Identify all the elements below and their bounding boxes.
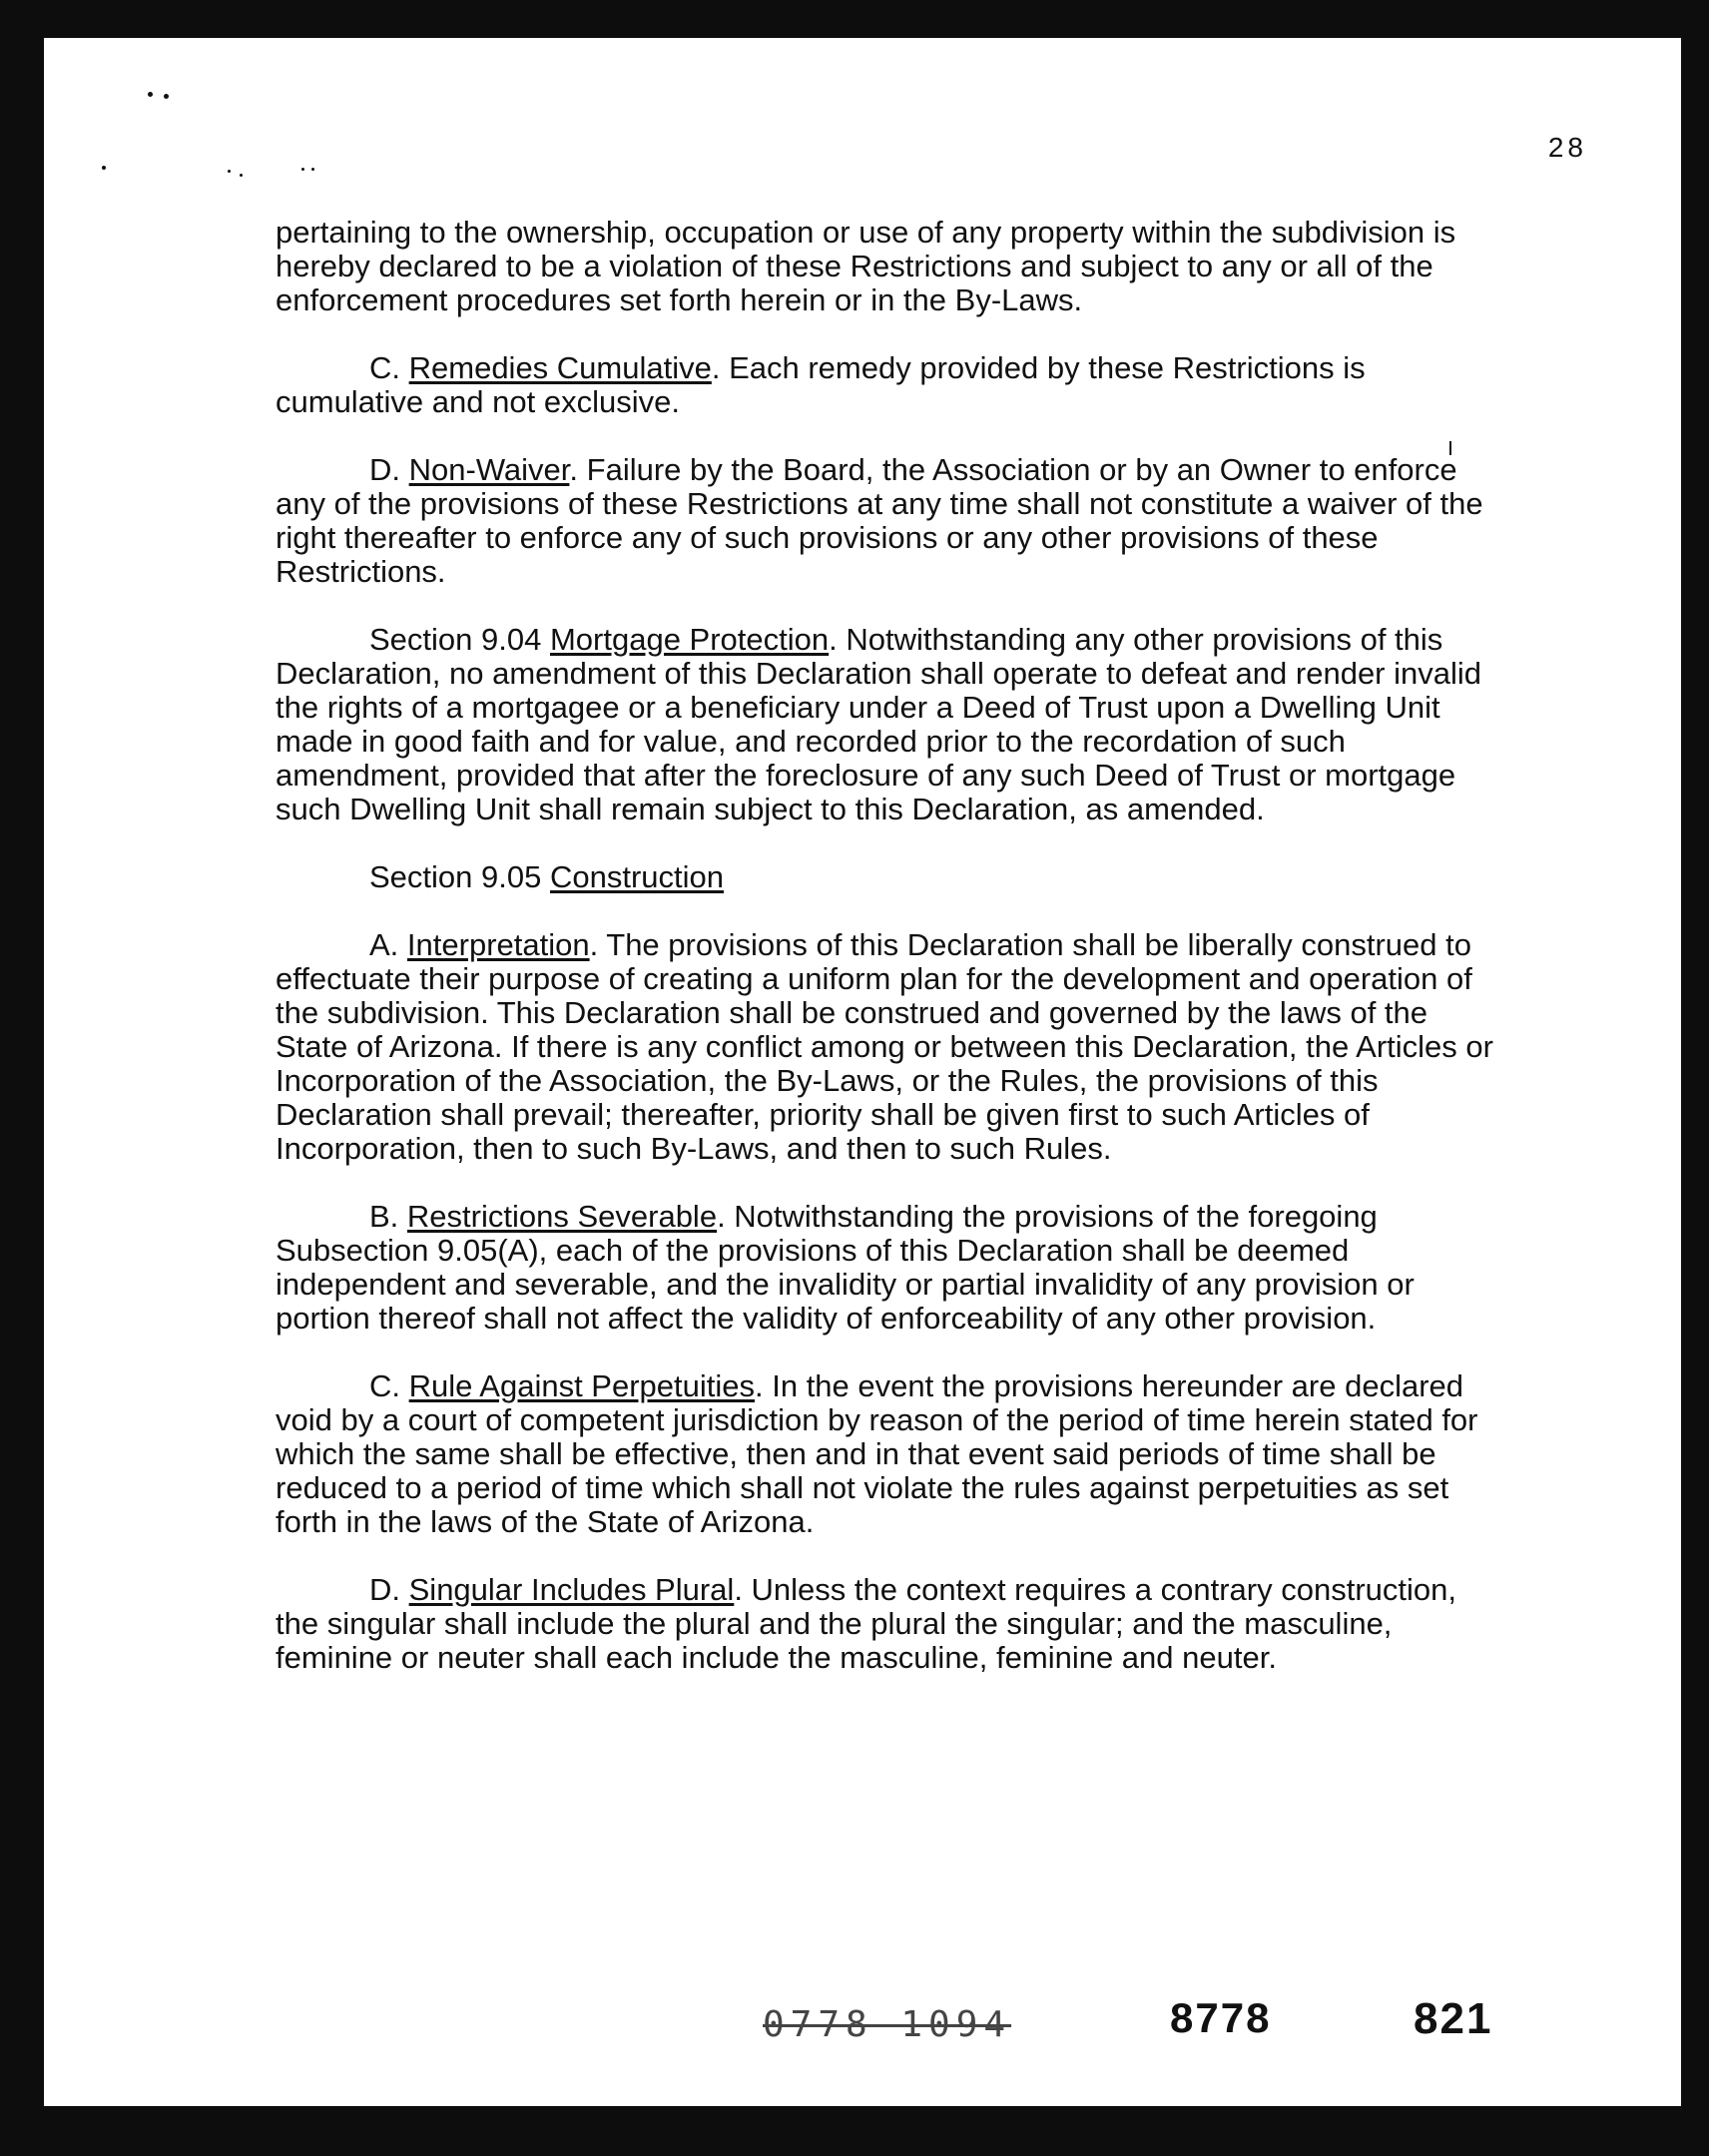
scan-speck <box>148 92 153 97</box>
heading-rule-against-perpetuities: Rule Against Perpetuities <box>408 1368 755 1403</box>
document-number: 8778 <box>1170 1994 1272 2041</box>
scan-speck <box>102 166 106 170</box>
item-label: A. <box>369 927 399 962</box>
heading-singular-includes-plural: Singular Includes Plural <box>408 1572 735 1607</box>
page-reference-number: 821 <box>1414 1994 1493 2043</box>
item-label: C. <box>369 1368 400 1403</box>
struck-document-number: 0778 1094 <box>763 2004 1012 2045</box>
scan-speck <box>301 168 304 171</box>
paragraph-singular-includes-plural <box>276 1573 1493 1675</box>
section-construction <box>276 860 1493 894</box>
scan-speck <box>228 170 231 173</box>
scan-speck <box>311 168 314 171</box>
section-label: Section 9.05 <box>369 859 542 894</box>
paragraph-interpretation <box>276 928 1493 1166</box>
paragraph-rule-against-perpetuities <box>276 1369 1493 1539</box>
item-label: B. <box>369 1199 399 1234</box>
paragraph-text: . Notwithstanding the provisions of the foregoing Subsection 9.05(A), each of the provisions of this Declaration shall be deemed independent and severable, and the invalidity or partial invalidity of any provision or portion thereof shall not affect the validity of enforceability of any other provision. <box>276 1199 1415 1336</box>
paragraph-text: . Unless the context requires a contrary construction, the singular shall include the plural and the plural the singular; and the masculine, feminine or neuter shall each include the masculine, feminine and neuter. <box>276 1572 1456 1675</box>
page-number: 28 <box>1547 132 1587 163</box>
heading-construction: Construction <box>549 859 725 894</box>
scan-speck <box>240 174 243 177</box>
document-body <box>276 216 1493 1709</box>
item-label: C. <box>369 350 400 385</box>
paragraph-text: . In the event the provisions hereunder are declared void by a court of competent jurisdiction by reason of the period of time herein stated for which the same shall be effective, then and in that event said periods of time shall be reduced to a period of time which shall not violate the rules against perpetuities as set forth in the laws of the State of Arizona. <box>276 1368 1478 1539</box>
item-label: D. <box>369 452 400 487</box>
heading-non-waiver: Non-Waiver <box>408 452 570 487</box>
paragraph-text: . Notwithstanding any other provisions of this Declaration, no amendment of this Declaration shall operate to defeat and render invalid the rights of a mortgagee or a beneficiary under a Deed of Trust upon a Dwelling Unit made in good faith and for value, and recorded prior to the recordation of such amendment, provided that after the foreclosure of any such Deed of Trust or mortgage such Dwelling Unit shall remain subject to this Declaration, as amended. <box>276 622 1482 826</box>
paragraph-text: . The provisions of this Declaration shall be liberally construed to effectuate their purpose of creating a uniform plan for the development and operation of the subdivision. This Declaration shall be construed and governed by the laws of the State of Arizona. If there is any conflict among or between this Declaration, the Articles or Incorporation of the Association, the By-Laws, or the Rules, the provisions of this Declaration shall prevail; thereafter, priority shall be given first to such Articles of Incorporation, then to such By-Laws, and then to such Rules. <box>276 927 1493 1166</box>
paragraph-non-waiver <box>276 453 1493 589</box>
heading-interpretation: Interpretation <box>406 927 590 962</box>
paragraph-text: . Each remedy provided by these Restrictions is cumulative and not exclusive. <box>276 350 1366 419</box>
heading-remedies-cumulative: Remedies Cumulative <box>408 350 712 385</box>
paragraph-restrictions-severable <box>276 1200 1493 1336</box>
scan-speck <box>164 94 169 99</box>
paragraph-continuation: pertaining to the ownership, occupation or use of any property within the subdivision is hereby declared to be a violation of these Restrictions and subject to any or all of the enforcement procedures set forth herein or in the By-Laws. <box>276 215 1456 317</box>
paragraph-text: . Failure by the Board, the Association or by an Owner to enforce any of the provisions of these Restrictions at any time shall not constitute a waiver of the right thereafter to enforce any of such provisions or any other provisions of these Restrictions. <box>276 452 1483 589</box>
paragraph-mortgage-protection <box>276 623 1493 826</box>
heading-restrictions-severable: Restrictions Severable <box>406 1199 718 1234</box>
heading-mortgage-protection: Mortgage Protection <box>549 622 830 657</box>
item-label: D. <box>369 1572 400 1607</box>
document-page <box>44 38 1681 2106</box>
paragraph-remedies-cumulative <box>276 351 1493 419</box>
section-label: Section 9.04 <box>369 622 542 657</box>
